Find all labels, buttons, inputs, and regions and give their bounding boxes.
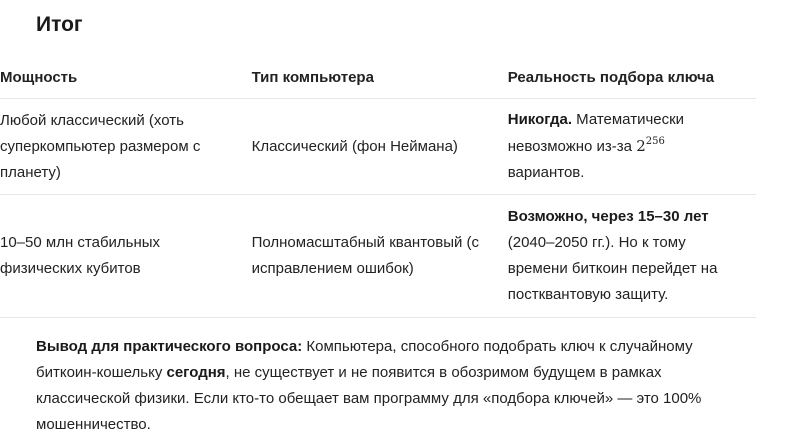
math-power (636, 137, 665, 155)
emphasis-text: сегодня (166, 364, 226, 381)
paragraph-text: биткоин-кошельку (36, 364, 167, 381)
summary-table (0, 58, 756, 318)
cell-key-reality (508, 195, 756, 318)
paragraph-text: , не существует и не появится в обозримом будущем в рамках (225, 364, 662, 381)
math-base: 2 (636, 137, 646, 155)
cell-text-line: планету) (0, 163, 61, 181)
section-heading: Итог (36, 13, 83, 36)
paragraph-line: мошенничество. (36, 416, 151, 433)
cell-text-line: физических кубитов (0, 260, 141, 277)
cell-text-line: Классический (фон Неймана) (251, 137, 458, 155)
cell-power (0, 195, 252, 318)
cell-computer-type (252, 99, 508, 195)
paragraph-line (36, 334, 792, 360)
cell-text-line (508, 133, 736, 160)
cell-text-line: Любой классический (хоть (0, 111, 184, 129)
cell-text-line: Полномасштабный квантовый (с (251, 234, 480, 251)
emphasis-text: Возможно, через 15–30 лет (507, 208, 709, 225)
cell-computer-type (252, 195, 508, 318)
cell-text-line: времени биткоин перейдет на (507, 260, 718, 277)
cell-text: Математически (571, 111, 685, 128)
cell-text-line: (2040–2050 гг.). Но к тому (507, 234, 686, 251)
math-exponent: 256 (645, 136, 665, 147)
conclusion-label: Вывод для практического вопроса: (36, 338, 303, 355)
cell-text-line: вариантов. (507, 164, 585, 181)
cell-text-line: 10–50 млн стабильных (0, 234, 161, 251)
paragraph-line (36, 360, 792, 386)
cell-power (0, 99, 252, 195)
cell-text-line: суперкомпьютер размером с (0, 137, 201, 155)
paragraph-line: классической физики. Если кто-то обещает вам программу для «подбора ключей» — это 100% (36, 390, 702, 407)
table-row (0, 195, 756, 318)
cell-text-line: исправлением ошибок) (251, 260, 414, 277)
cell-key-reality (508, 99, 756, 195)
cell-text-line (508, 204, 736, 230)
emphasis-text: Никогда. (507, 111, 572, 128)
cell-text-line (508, 107, 736, 133)
cell-text-line: постквантовую защиту. (507, 286, 669, 303)
cell-text: невозможно из-за (507, 138, 637, 155)
table-header-row (0, 58, 756, 99)
table-row (0, 99, 756, 195)
header-key-reality: Реальность подбора ключа (508, 58, 756, 99)
header-computer-type: Тип компьютера (252, 58, 508, 99)
header-power: Мощность (0, 58, 252, 99)
conclusion-paragraph (36, 334, 792, 438)
paragraph-text: Компьютера, способного подобрать ключ к случайному (302, 338, 693, 355)
